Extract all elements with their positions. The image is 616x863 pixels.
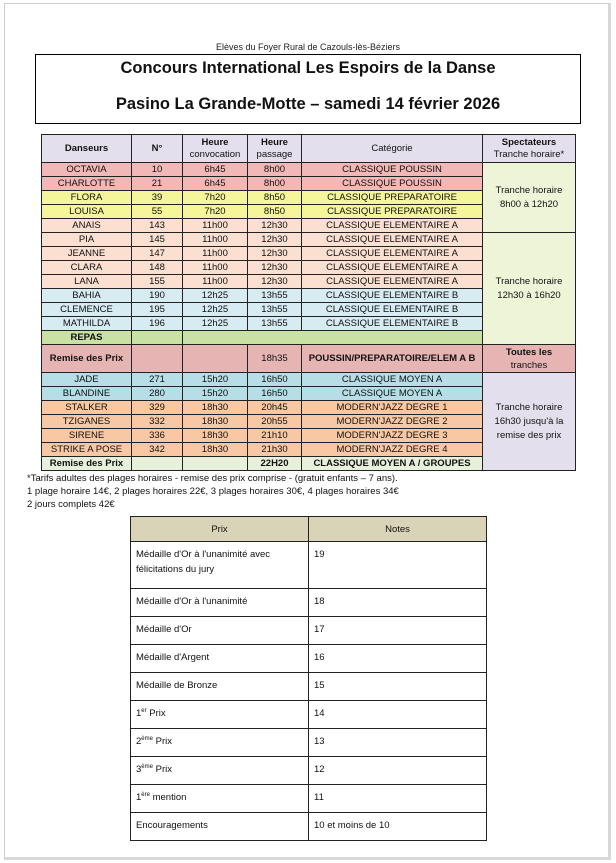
- table-row: [42, 163, 576, 177]
- table-row: [131, 701, 487, 729]
- schedule-header-row: [42, 135, 576, 163]
- prix-ordinal-suffix: ère: [141, 791, 150, 798]
- table-row: [131, 542, 487, 589]
- convocation-time: 18h30: [183, 401, 248, 415]
- document-subtitle: Elèves du Foyer Rural de Cazouls-lès-Béziers: [215, 42, 401, 52]
- category: CLASSIQUE ELEMENTAIRE B: [302, 303, 483, 317]
- dancer-name: CLARA: [42, 261, 132, 275]
- dancer-name: ANAIS: [42, 219, 132, 233]
- col-header-heure-convocation: [183, 135, 248, 163]
- empty-cell: [132, 457, 183, 471]
- prix-ordinal: 1: [136, 792, 142, 803]
- dancer-name: JADE: [42, 373, 132, 387]
- col-header-heure-passage: [248, 135, 302, 163]
- category: CLASSIQUE ELEMENTAIRE A: [302, 219, 483, 233]
- prix-note: 14: [309, 701, 487, 729]
- remise-label: Remise des Prix: [42, 457, 132, 471]
- slot-text: 12h30 à 16h20: [497, 289, 561, 301]
- prix-label: Médaille de Bronze: [131, 673, 309, 701]
- convocation-time: 6h45: [183, 177, 248, 191]
- table-row: [42, 233, 576, 247]
- prix-note: 16: [309, 645, 487, 673]
- prix-label-text: Prix: [152, 736, 172, 747]
- repas-label: REPAS: [42, 331, 132, 345]
- prix-label: Médaille d'Or à l'unanimité: [131, 589, 309, 617]
- prix-ordinal-suffix: ème: [141, 763, 153, 770]
- pricing-note-line: 2 jours complets 42€: [27, 499, 115, 510]
- category: CLASSIQUE ELEMENTAIRE B: [302, 289, 483, 303]
- table-row: [131, 673, 487, 701]
- col-header-prix: Prix: [131, 517, 309, 542]
- convocation-time: 12h25: [183, 289, 248, 303]
- passage-time: 21h30: [248, 443, 302, 457]
- header-text: Spectateurs: [501, 136, 557, 148]
- prix-label: Médaille d'Or à l'unanimité avec félicitations du jury: [131, 542, 309, 589]
- table-row: [131, 729, 487, 757]
- passage-time: 20h45: [248, 401, 302, 415]
- dancer-number: 329: [132, 401, 183, 415]
- slot-text: remise des prix: [496, 429, 562, 441]
- dancer-name: FLORA: [42, 191, 132, 205]
- empty-cell: [132, 345, 183, 373]
- prix-label: Médaille d'Or: [131, 617, 309, 645]
- passage-time: 16h50: [248, 387, 302, 401]
- category: CLASSIQUE POUSSIN: [302, 177, 483, 191]
- title-box: [35, 54, 581, 124]
- col-header-spectateurs: [483, 135, 576, 163]
- header-text: Tranche horaire*: [493, 148, 565, 160]
- passage-time: 12h30: [248, 247, 302, 261]
- dancer-name: LANA: [42, 275, 132, 289]
- dancer-name: STALKER: [42, 401, 132, 415]
- passage-time: 12h30: [248, 261, 302, 275]
- prix-ordinal-suffix: ème: [141, 735, 153, 742]
- dancer-number: 147: [132, 247, 183, 261]
- convocation-time: 11h00: [183, 233, 248, 247]
- header-text: convocation: [189, 148, 241, 160]
- category: CLASSIQUE MOYEN A: [302, 373, 483, 387]
- dancer-name: TZIGANES: [42, 415, 132, 429]
- remise-row-1: [42, 345, 576, 373]
- prix-ordinal: 1: [136, 708, 142, 719]
- col-header-notes: Notes: [309, 517, 487, 542]
- passage-time: 21h10: [248, 429, 302, 443]
- dancer-number: 280: [132, 387, 183, 401]
- table-row: [42, 373, 576, 387]
- dancer-name: MATHILDA: [42, 317, 132, 331]
- convocation-time: 11h00: [183, 219, 248, 233]
- prix-label-text: mention: [149, 792, 187, 803]
- convocation-time: 11h00: [183, 261, 248, 275]
- table-row: [131, 757, 487, 785]
- dancer-number: 55: [132, 205, 183, 219]
- dancer-name: OCTAVIA: [42, 163, 132, 177]
- dancer-number: 21: [132, 177, 183, 191]
- dancer-name: PIA: [42, 233, 132, 247]
- passage-time: 8h00: [248, 163, 302, 177]
- convocation-time: 7h20: [183, 191, 248, 205]
- category: MODERN'JAZZ DEGRE 3: [302, 429, 483, 443]
- category: MODERN'JAZZ DEGRE 1: [302, 401, 483, 415]
- spectator-slot-2: [483, 233, 576, 345]
- prix-ordinal: 3: [136, 764, 142, 775]
- convocation-time: 7h20: [183, 205, 248, 219]
- empty-cell: [183, 345, 248, 373]
- dancer-number: 336: [132, 429, 183, 443]
- slot-text: 16h30 jusqu'à la: [494, 415, 564, 427]
- prix-note: 19: [309, 542, 487, 589]
- category: CLASSIQUE MOYEN A: [302, 387, 483, 401]
- slot-text: Tranche horaire: [495, 275, 563, 287]
- dancer-name: CLEMENCE: [42, 303, 132, 317]
- passage-time: 8h50: [248, 191, 302, 205]
- category: CLASSIQUE ELEMENTAIRE A: [302, 233, 483, 247]
- header-text: Heure: [201, 136, 229, 148]
- dancer-number: 332: [132, 415, 183, 429]
- category: CLASSIQUE MOYEN A / GROUPES: [302, 457, 483, 471]
- remise-label: Remise des Prix: [42, 345, 132, 373]
- dancer-number: 342: [132, 443, 183, 457]
- slot-text: tranches: [510, 359, 548, 371]
- category: CLASSIQUE ELEMENTAIRE A: [302, 261, 483, 275]
- prix-note: 18: [309, 589, 487, 617]
- category: MODERN'JAZZ DEGRE 2: [302, 415, 483, 429]
- passage-time: 22H20: [248, 457, 302, 471]
- dancer-number: 155: [132, 275, 183, 289]
- prix-note: 13: [309, 729, 487, 757]
- dancer-name: SIRENE: [42, 429, 132, 443]
- prix-ordinal: 2: [136, 736, 142, 747]
- passage-time: 13h55: [248, 289, 302, 303]
- dancer-number: 148: [132, 261, 183, 275]
- slot-text: Toutes les: [505, 346, 553, 358]
- prix-note: 15: [309, 673, 487, 701]
- empty-cell: [132, 331, 183, 345]
- spectator-slot-all: [483, 345, 576, 373]
- dancer-name: LOUISA: [42, 205, 132, 219]
- header-text: Heure: [261, 136, 288, 148]
- passage-time: 12h30: [248, 219, 302, 233]
- passage-time: 16h50: [248, 373, 302, 387]
- prix-table: [130, 516, 487, 841]
- prix-label-text: Prix: [146, 708, 166, 719]
- prix-note: 11: [309, 785, 487, 813]
- category: CLASSIQUE ELEMENTAIRE B: [302, 317, 483, 331]
- prix-note: 17: [309, 617, 487, 645]
- category: CLASSIQUE POUSSIN: [302, 163, 483, 177]
- empty-cell: [183, 457, 248, 471]
- dancer-name: CHARLOTTE: [42, 177, 132, 191]
- convocation-time: 11h00: [183, 247, 248, 261]
- col-header-num: N°: [132, 135, 183, 163]
- dancer-number: 190: [132, 289, 183, 303]
- prix-label: [131, 701, 309, 729]
- prix-label: [131, 785, 309, 813]
- prix-label: [131, 757, 309, 785]
- convocation-time: 12h25: [183, 303, 248, 317]
- col-header-danseurs: Danseurs: [42, 135, 132, 163]
- convocation-time: 15h20: [183, 387, 248, 401]
- table-row: [131, 645, 487, 673]
- spectator-slot-3: [483, 373, 576, 471]
- convocation-time: 6h45: [183, 163, 248, 177]
- prix-label-text: Prix: [152, 764, 172, 775]
- category: CLASSIQUE ELEMENTAIRE A: [302, 275, 483, 289]
- convocation-time: 11h00: [183, 275, 248, 289]
- table-row: [131, 813, 487, 841]
- dancer-name: JEANNE: [42, 247, 132, 261]
- prix-label: Encouragements: [131, 813, 309, 841]
- dancer-number: 10: [132, 163, 183, 177]
- schedule-table: [41, 134, 576, 471]
- passage-time: 20h55: [248, 415, 302, 429]
- category: POUSSIN/PREPARATOIRE/ELEM A B: [302, 345, 483, 373]
- dancer-number: 145: [132, 233, 183, 247]
- passage-time: 18h35: [248, 345, 302, 373]
- passage-time: 12h30: [248, 275, 302, 289]
- pricing-notes: [27, 472, 399, 511]
- header-text: passage: [256, 148, 293, 160]
- passage-time: 8h50: [248, 205, 302, 219]
- title-line-1: Concours International Les Espoirs de la Danse: [120, 59, 496, 77]
- convocation-time: 12h25: [183, 317, 248, 331]
- col-header-categorie: Catégorie: [302, 135, 483, 163]
- category: MODERN'JAZZ DEGRE 4: [302, 443, 483, 457]
- slot-text: Tranche horaire: [495, 184, 563, 196]
- dancer-number: 196: [132, 317, 183, 331]
- category: CLASSIQUE ELEMENTAIRE A: [302, 247, 483, 261]
- passage-time: 8h00: [248, 177, 302, 191]
- pricing-note-line: *Tarifs adultes des plages horaires - remise des prix comprise - (gratuit enfants – 7 ans).: [27, 473, 398, 484]
- slot-text: Tranche horaire: [495, 401, 563, 413]
- slot-text: 8h00 à 12h20: [499, 198, 559, 210]
- table-row: [131, 589, 487, 617]
- table-row: [131, 785, 487, 813]
- pricing-note-line: 1 plage horaire 14€, 2 plages horaires 22€, 3 plages horaires 30€, 4 plages horaires 34€: [27, 486, 399, 497]
- passage-time: 13h55: [248, 303, 302, 317]
- passage-time: 12h30: [248, 233, 302, 247]
- dancer-number: 195: [132, 303, 183, 317]
- dancer-name: BAHIA: [42, 289, 132, 303]
- dancer-name: STRIKE A POSE: [42, 443, 132, 457]
- title-line-2: Pasino La Grande-Motte – samedi 14 février 2026: [115, 95, 501, 113]
- prix-label: Médaille d'Argent: [131, 645, 309, 673]
- prix-ordinal-suffix: er: [141, 707, 147, 714]
- prix-header-row: [131, 517, 487, 542]
- dancer-number: 271: [132, 373, 183, 387]
- prix-note: 12: [309, 757, 487, 785]
- dancer-name: BLANDINE: [42, 387, 132, 401]
- convocation-time: 18h30: [183, 429, 248, 443]
- dancer-number: 39: [132, 191, 183, 205]
- dancer-number: 143: [132, 219, 183, 233]
- category: CLASSIQUE PREPARATOIRE: [302, 191, 483, 205]
- convocation-time: 18h30: [183, 415, 248, 429]
- passage-time: 13h55: [248, 317, 302, 331]
- category: CLASSIQUE PREPARATOIRE: [302, 205, 483, 219]
- convocation-time: 15h20: [183, 373, 248, 387]
- prix-note: 10 et moins de 10: [309, 813, 487, 841]
- prix-label: [131, 729, 309, 757]
- table-row: [131, 617, 487, 645]
- spectator-slot-1: [483, 163, 576, 233]
- empty-cell: [183, 331, 483, 345]
- convocation-time: 18h30: [183, 443, 248, 457]
